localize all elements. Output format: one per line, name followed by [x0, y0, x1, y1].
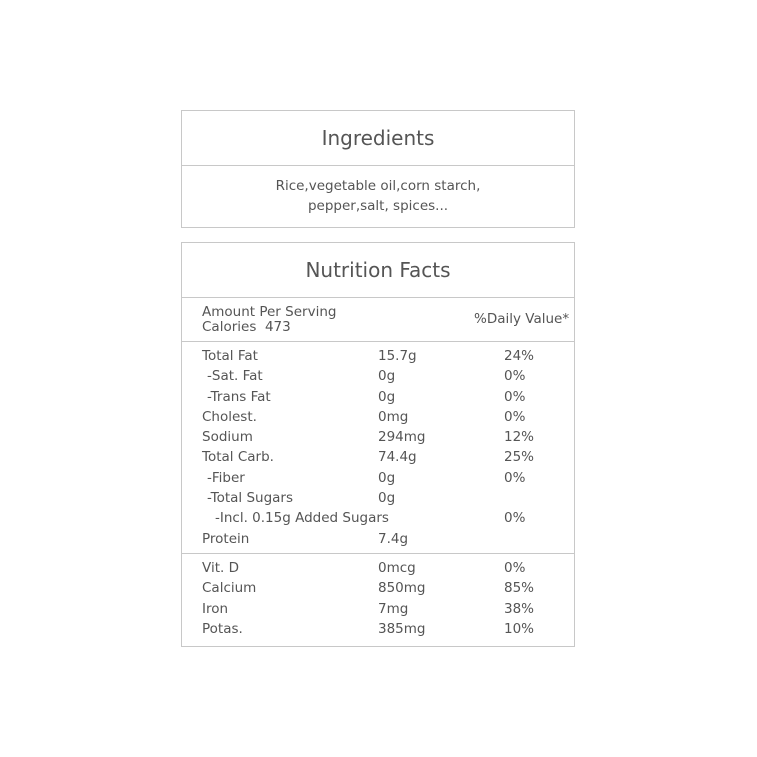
nutrition-title: Nutrition Facts: [182, 243, 574, 298]
nutrient-row: [182, 366, 574, 386]
nutrient-row: [182, 578, 574, 598]
nutrient-daily-value: 0%: [504, 388, 526, 405]
nutrient-name: Iron: [202, 600, 229, 617]
nutrient-row: [182, 427, 574, 447]
nutrient-amount: 15.7g: [378, 348, 417, 364]
nutrient-daily-value: 12%: [504, 429, 535, 446]
nutrient-name: Vit. D: [202, 559, 239, 576]
nutrient-row: [182, 529, 574, 549]
nutrient-name: -Trans Fat: [207, 388, 271, 405]
nutrient-daily-value: 25%: [504, 449, 535, 466]
nutrient-daily-value: 10%: [504, 620, 535, 637]
nutrients-section: [182, 342, 574, 554]
nutrient-name: Total Carb.: [202, 449, 274, 466]
nutrient-amount: 0g: [378, 490, 396, 507]
nutrient-name: -Total Sugars: [207, 490, 294, 507]
nutrient-name: -Fiber: [207, 469, 245, 486]
nutrient-amount: 0mcg: [378, 559, 416, 576]
nutrient-daily-value: 24%: [504, 348, 535, 364]
calories-value: 473: [264, 319, 291, 335]
nutrient-row: [182, 508, 574, 528]
nutrient-row: [182, 346, 574, 366]
ingredients-line: pepper,salt, spices...: [307, 198, 449, 214]
nutrient-daily-value: 38%: [504, 600, 535, 617]
nutrient-daily-value: 0%: [504, 469, 526, 486]
nutrient-amount: 0g: [378, 388, 396, 405]
nutrient-daily-value: 0%: [504, 510, 526, 527]
nutrient-name: Potas.: [202, 620, 243, 637]
ingredients-line: Rice,vegetable oil,corn starch,: [275, 178, 481, 194]
nutrient-name: -Sat. Fat: [207, 368, 263, 385]
nutrient-amount: 74.4g: [378, 449, 417, 466]
nutrient-row: [182, 447, 574, 467]
serving-header: [182, 298, 574, 342]
nutrient-row: [182, 558, 574, 578]
nutrient-name: Sodium: [202, 429, 253, 446]
nutrient-daily-value: 85%: [504, 580, 535, 597]
nutrient-row: [182, 619, 574, 639]
nutrient-amount: 7mg: [378, 600, 409, 617]
nutrient-amount: 850mg: [378, 580, 426, 597]
ingredients-title: Ingredients: [182, 111, 574, 166]
nutrient-daily-value: 0%: [504, 368, 526, 385]
vitamins-section: [182, 554, 574, 643]
nutrient-daily-value: 0%: [504, 408, 526, 425]
nutrient-row: [182, 387, 574, 407]
nutrient-row: [182, 468, 574, 488]
nutrient-name: Calcium: [202, 580, 257, 597]
nutrient-name: Total Fat: [202, 348, 258, 364]
nutrient-amount: 0g: [378, 469, 396, 486]
nutrient-row: [182, 599, 574, 619]
amount-per-serving-label: Amount Per Serving: [202, 304, 337, 320]
nutrient-name: Protein: [202, 530, 250, 547]
ingredients-text: [182, 166, 574, 216]
nutrient-row: [182, 407, 574, 427]
nutrient-amount: 0mg: [378, 408, 409, 425]
nutrient-name: Cholest.: [202, 408, 257, 425]
ingredients-panel: [181, 110, 575, 228]
nutrient-row: [182, 488, 574, 508]
nutrient-amount: 0g: [378, 368, 396, 385]
calories-label: Calories: [202, 319, 257, 335]
nutrient-amount: 7.4g: [378, 530, 409, 547]
nutrient-name: -Incl. 0.15g Added Sugars: [215, 510, 389, 527]
nutrition-panel: [181, 242, 575, 647]
nutrient-amount: 385mg: [378, 620, 426, 637]
daily-value-header: %Daily Value*: [474, 311, 570, 327]
nutrient-amount: 294mg: [378, 429, 426, 446]
nutrient-daily-value: 0%: [504, 559, 526, 576]
serving-info: [202, 305, 336, 335]
calories-line: [202, 320, 336, 335]
